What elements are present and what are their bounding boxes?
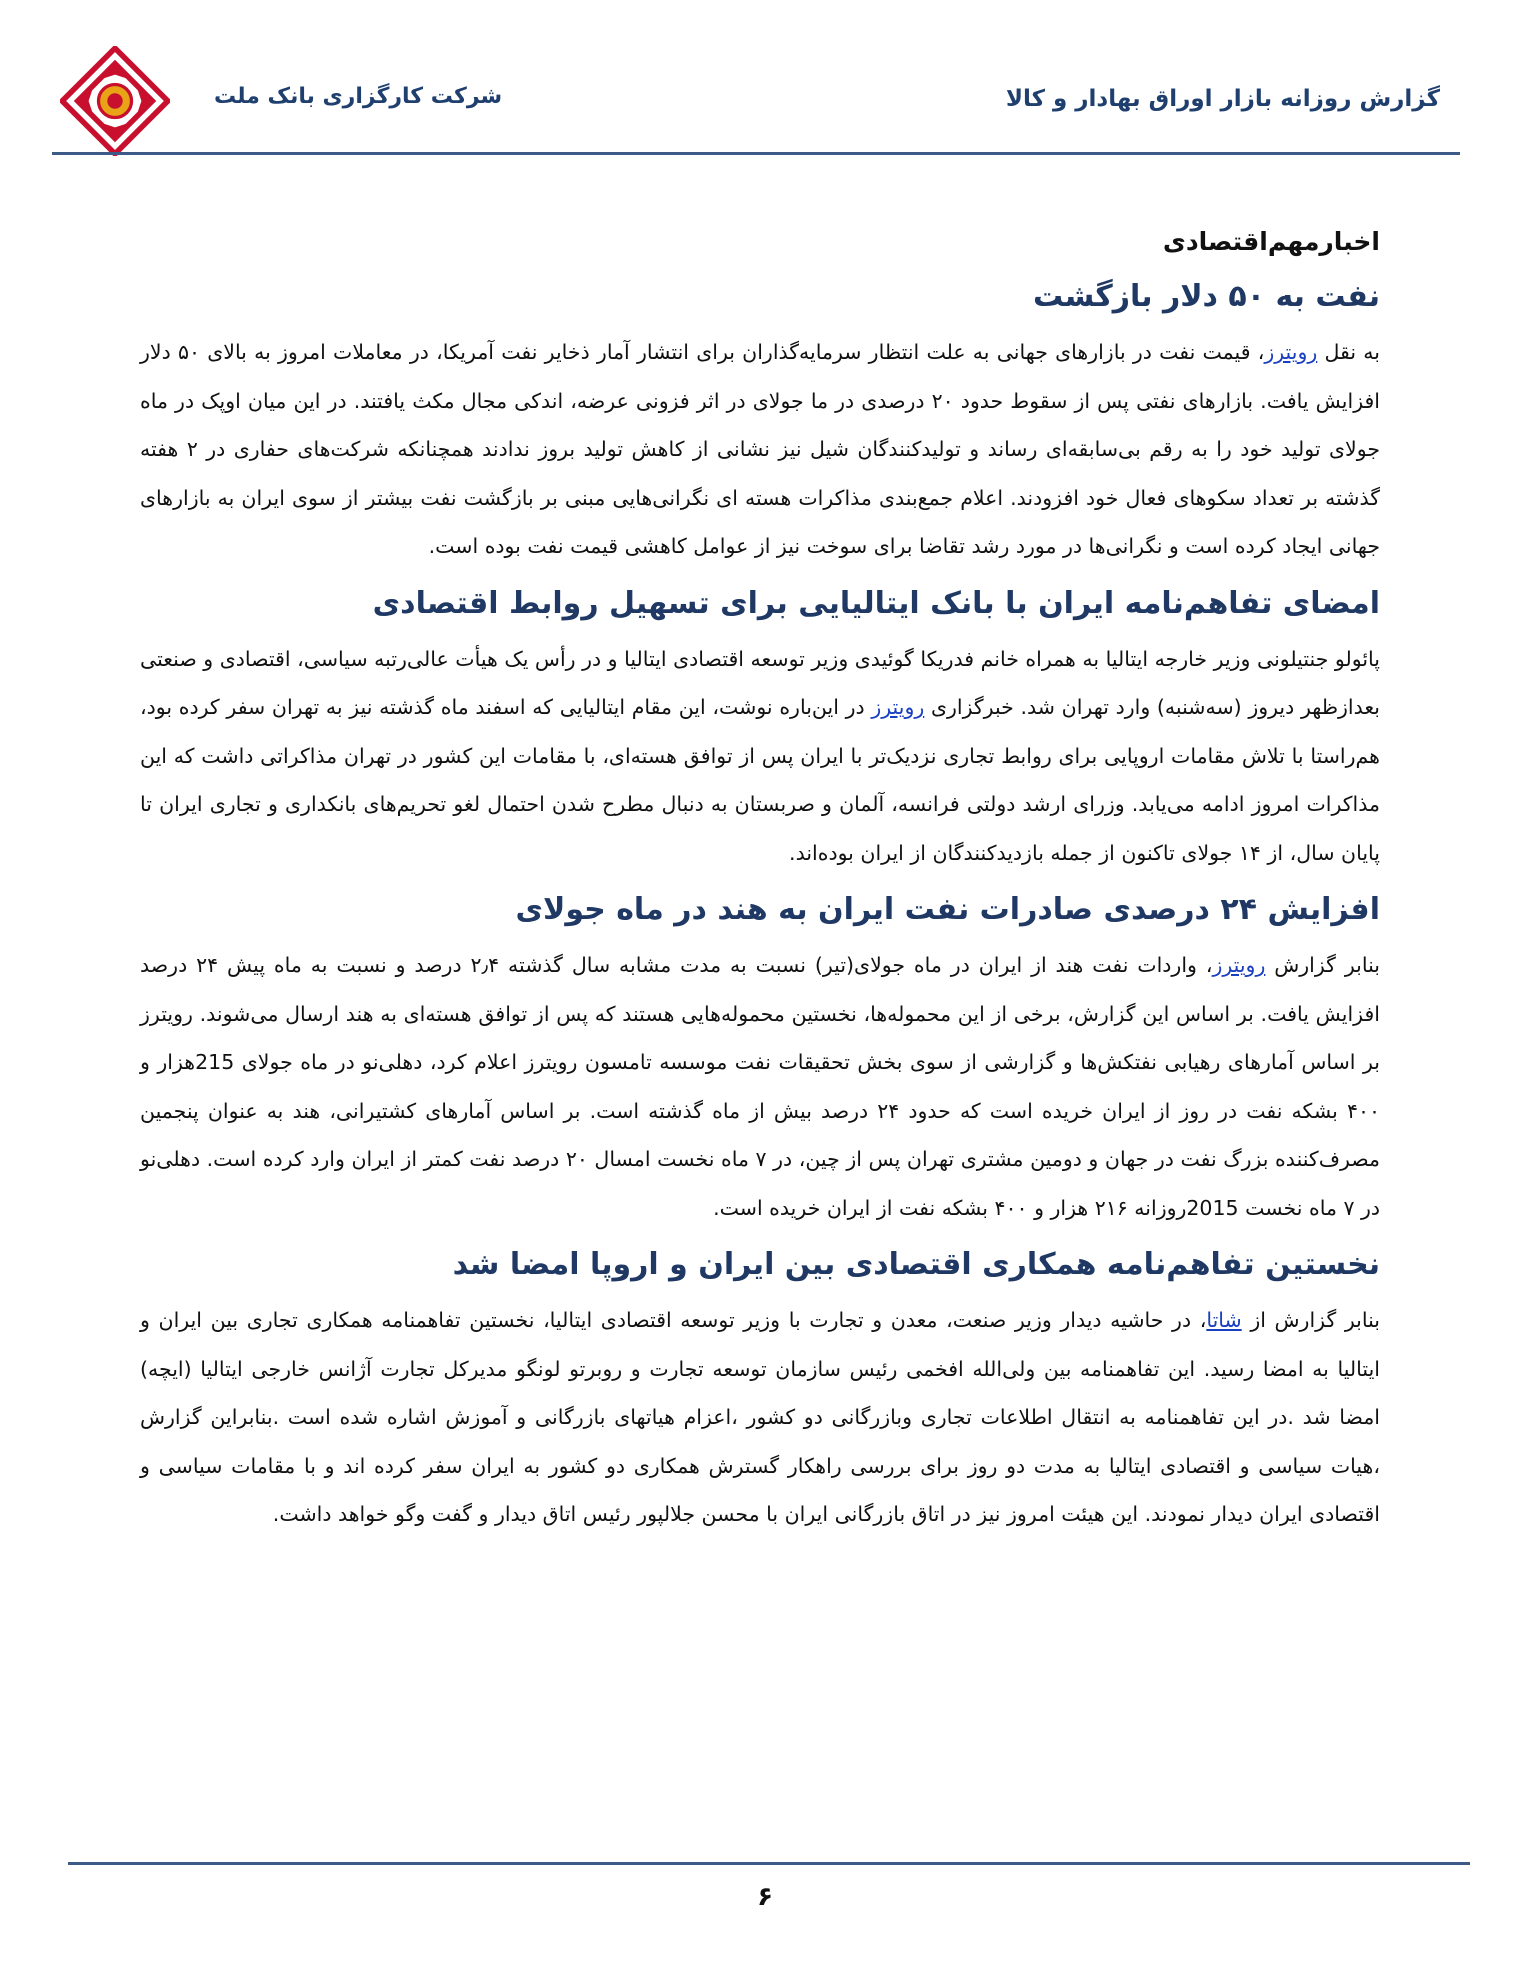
article-title: نخستین تفاهم‌نامه همکاری اقتصادی بین ایران و اروپا امضا شد (452, 1247, 1380, 1282)
page-header (0, 0, 1530, 160)
article-body (140, 328, 1380, 571)
source-link[interactable]: رویترز (1264, 340, 1318, 364)
article-title: افزایش ۲۴ درصدی صادرات نفت ایران به هند در ماه جولای (515, 892, 1380, 927)
body-text: ، واردات نفت هند از ایران در ماه جولای(تیر) نسبت به مدت مشابه سال گذشته ۲٫۴ درصد و نسبت به ماه پیش ۲۴ درصد افزایش یافت. بر اساس این گزارش، برخی از این محموله‌ها، نخستین محموله‌هایی هستند که پس از توافق هسته‌ای به هند ارسال می‌شوند. رویترز بر اساس آمارهای رهیابی نفتکش‌ها و گزارشی از سوی بخش تحقیقات نفت موسسه تامسون رویترز اعلام کرد، دهلی‌نو در ماه جولای 215هزار و ۴۰۰ بشکه نفت در روز از ایران خریده است که حدود ۲۴ درصد بیش از ماه گذشته است. بر اساس آمارهای کشتیرانی، هند به عنوان پنجمین مصرف‌کننده بزرگ نفت در جهان و دومین مشتری تهران پس از چین، در ۷ ماه نخست امسال ۲۰ درصد نفت کمتر از ایران وارد کرده است. دهلی‌نو در ۷ ماه نخست 2015روزانه ۲۱۶ هزار و ۴۰۰ بشکه نفت از ایران خریده است. (140, 953, 1381, 1220)
body-text: ، قیمت نفت در بازارهای جهانی به علت انتظار سرمایه‌گذاران برای انتشار آمار ذخایر نفت آمریکا، در معاملات امروز به بالای ۵۰ دلار افزایش یافت. بازارهای نفتی پس از سقوط حدود ۲۰ درصدی در ما جولای در اثر فزونی عرضه، اندکی مجال مکث یافتند. در این میان اوپک در ماه جولای تولید خود را به رقم بی‌سابقه‌ای رساند و تولیدکنندگان شیل نیز نشانی از کاهش تولید بروز ندادند همچنانکه شرکت‌های حفاری در ۲ هفته گذشته بر تعداد سکوهای فعال خود افزودند. اعلام جمع‌بندی مذاکرات هسته ای نگرانی‌هایی مبنی بر بازگشت نفت بیشتر از سوی ایران به بازارهای جهانی ایجاد کرده است و نگرانی‌ها در مورد رشد تقاضا برای سوخت نیز از عوامل کاهشی قیمت نفت بوده است. (140, 340, 1381, 558)
article-title: امضای تفاهم‌نامه ایران با بانک ایتالیایی برای تسهیل روابط اقتصادی (372, 585, 1380, 621)
news-content (140, 222, 1380, 1549)
source-link[interactable]: رویترز (1212, 953, 1266, 977)
body-text: به نقل (1317, 340, 1380, 364)
header-divider (52, 152, 1460, 155)
footer-divider (68, 1862, 1470, 1865)
body-text: ، در حاشیه دیدار وزیر صنعت، معدن و تجارت با وزیر توسعه اقتصادی ایتالیا، نخستین تفاهمنامه همکاری تجاری بین ایران و ایتالیا به امضا رسید. این تفاهمنامه بین ولی‌الله افخمی رئیس سازمان توسعه تجارت و روبرتو لونگو مدیرکل تجارت آژانس خارجی ایتالیا (ایچه) امضا شد .در این تفاهمنامه به انتقال اطلاعات تجاری وبازرگانی دو کشور ،اعزام هیاتهای بازرگانی و آموزش اشاره شده است .بنابراین گزارش ،هیات سیاسی و اقتصادی ایتالیا به مدت دو روز برای بررسی راهکار گسترش همکاری دو کشور به ایران سفر کرده اند و با مقامات سیاسی و اقتصادی ایران دیدار نمودند. این هیئت امروز نیز در اتاق بازرگانی ایران با محسن جلالپور رئیس اتاق دیدار و گفت وگو خواهد داشت. (140, 1308, 1380, 1526)
report-title: گزارش روزانه بازار اوراق بهادار و کالا (1005, 86, 1440, 112)
source-link[interactable]: رویترز (871, 695, 925, 719)
body-text: در این‌باره نوشت، این مقام ایتالیایی که اسفند ماه گذشته نیز به تهران سفر کرده بود، هم‌راستا با تلاش مقامات اروپایی برای روابط تجاری نزدیک‌تر با ایران پس از توافق هسته‌ای، با مقامات این کشور در تهران مذاکراتی داشت که این مذاکرات امروز ادامه می‌یابد. وزرای ارشد دولتی فرانسه، آلمان و صربستان به دنبال مطرح شدن احتمال لغو تحریم‌های بانکداری و تجاری ایران تا پایان سال، از ۱۴ جولای تاکنون از جمله بازدیدکنندگان از ایران بوده‌اند. (140, 695, 1380, 865)
body-text: بنابر گزارش از (1241, 1308, 1380, 1332)
page-number: ۶ (757, 1882, 773, 1912)
body-text: بنابر گزارش (1265, 953, 1380, 977)
article-body (140, 635, 1380, 878)
article-body (140, 941, 1380, 1232)
body-text: پائولو جنتیلونی وزیر خارجه ایتالیا به همراه خانم فدریکا گوئیدی وزیر توسعه اقتصادی ایتالیا و در رأس یک هیأت عالی‌رتبه سیاسی، اقتصادی و صنعتی بعدازظهر دیروز (سه‌شنبه) وارد تهران شد. خبرگزاری (140, 646, 1380, 719)
article-body (140, 1296, 1380, 1539)
company-name: شرکت کارگزاری بانک ملت (214, 84, 503, 109)
section-label: اخبارمهم‌اقتصادی (1162, 227, 1380, 256)
source-link[interactable]: شاتا (1206, 1308, 1242, 1332)
bank-mellat-logo-icon (60, 46, 170, 156)
article-title: نفت به ۵۰ دلار بازگشت (1032, 279, 1380, 314)
